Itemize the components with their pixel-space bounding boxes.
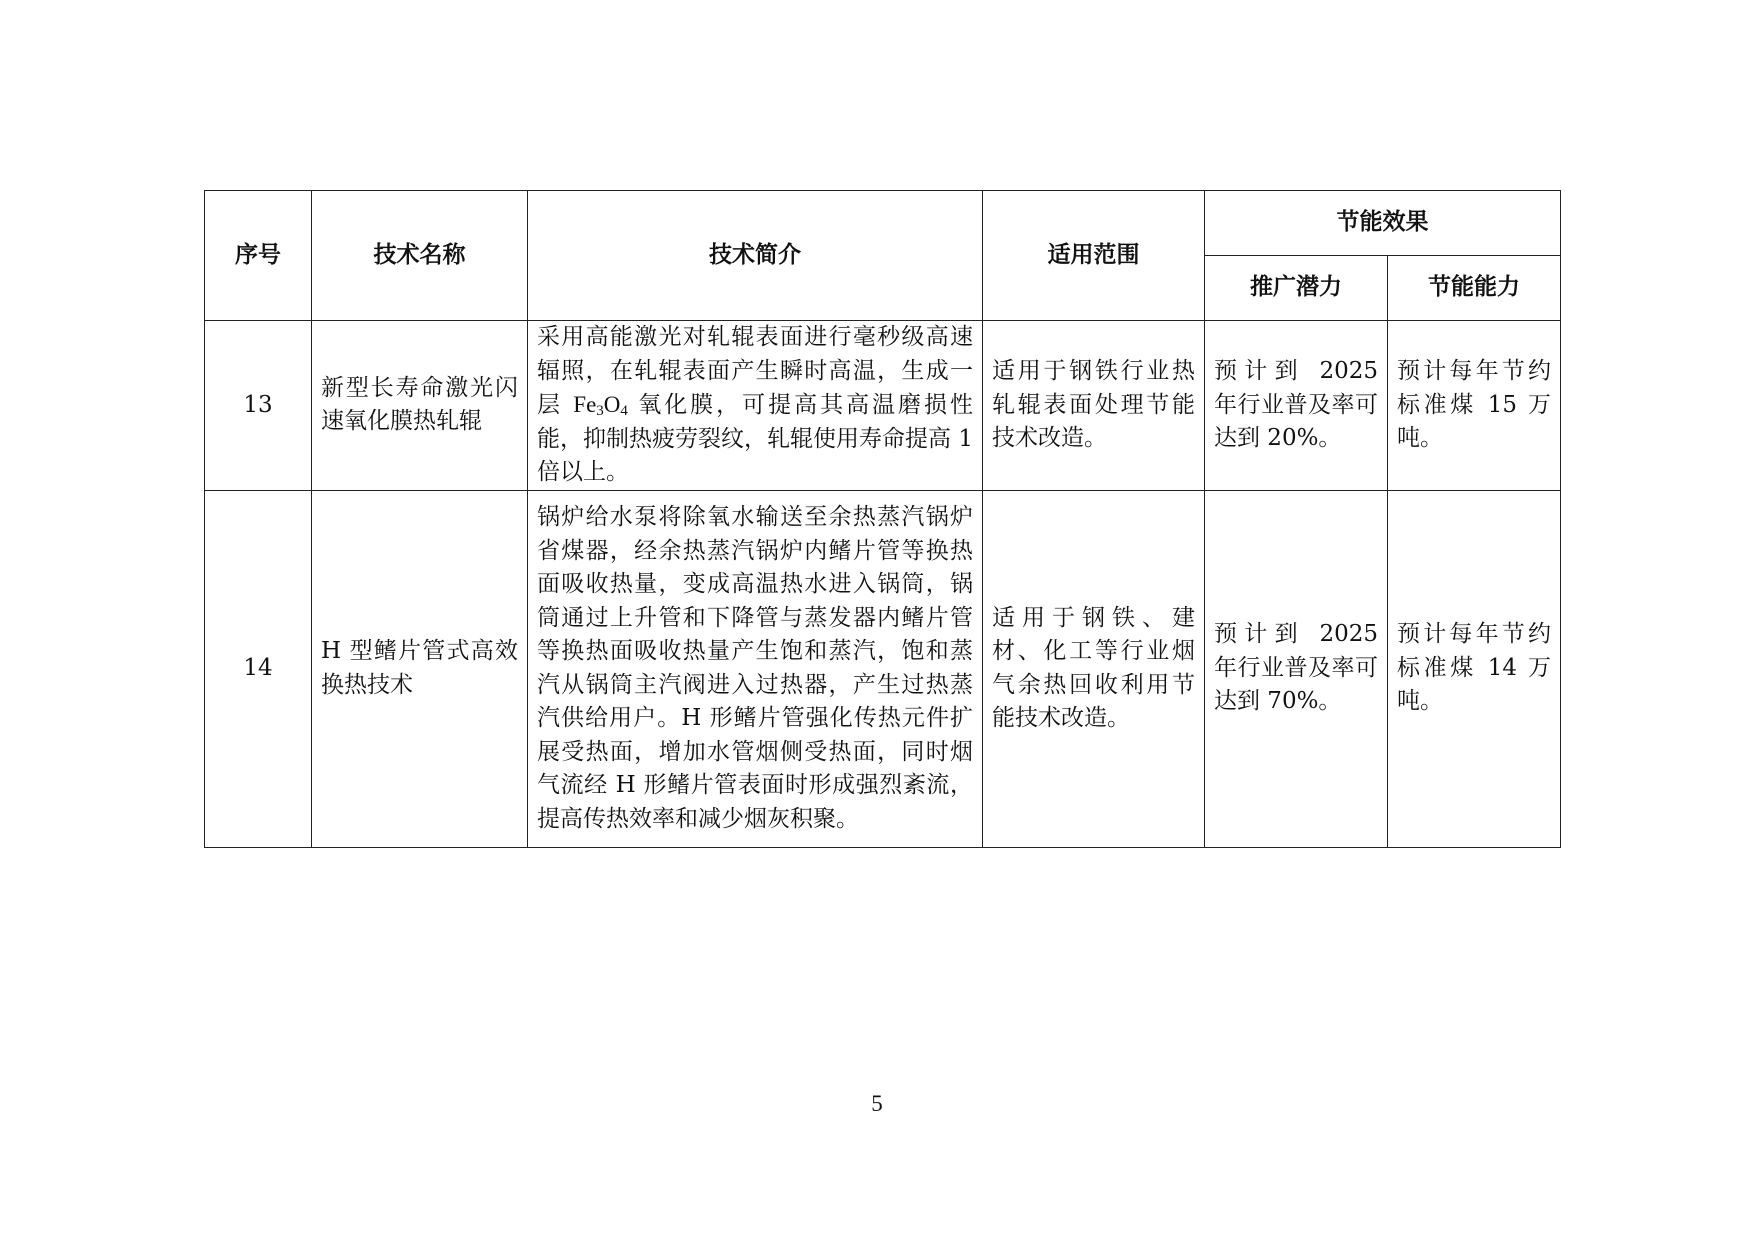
page-number: 5 bbox=[871, 1091, 883, 1116]
row-scope: 适用于钢铁、建材、化工等行业烟气余热回收利用节能技术改造。 bbox=[983, 490, 1205, 847]
row-tech-intro: 锅炉给水泵将除氧水输送至余热蒸汽锅炉省煤器，经余热蒸汽锅炉内鳍片管等换热面吸收热量，变成高温热水进入锅筒，锅筒通过上升管和下降管与蒸发器内鳍片管等换热面吸收热量产生饱和蒸汽，饱和蒸汽从锅筒主汽阀进入过热器，产生过热蒸汽供给用户。H 形鳍片管强化传热元件扩展受热面，增加水管烟侧受热面，同时烟气流经 H 形鳍片管表面时形成强烈紊流，提高传热效率和减少烟灰积聚。 bbox=[528, 490, 983, 847]
header-index: 序号 bbox=[205, 191, 312, 321]
header-effect: 节能效果 bbox=[1205, 191, 1561, 256]
header-name: 技术名称 bbox=[312, 191, 528, 321]
row-tech-intro bbox=[528, 321, 983, 491]
row-scope: 适用于钢铁行业热轧辊表面处理节能技术改造。 bbox=[983, 321, 1205, 491]
header-intro: 技术简介 bbox=[528, 191, 983, 321]
row-tech-name: H 型鳍片管式高效换热技术 bbox=[312, 490, 528, 847]
table-row bbox=[205, 490, 1561, 847]
chem-sub-3: 3 bbox=[596, 403, 604, 419]
chem-sub-4: 4 bbox=[620, 403, 628, 419]
table-row bbox=[205, 321, 1561, 491]
header-capacity: 节能能力 bbox=[1388, 256, 1561, 321]
header-scope: 适用范围 bbox=[983, 191, 1205, 321]
intro-text-part: 氧化膜，可提高其高温磨损性能，抑制热疲劳裂纹，轧辊使用寿命提高 1 倍以上。 bbox=[537, 392, 974, 485]
chem-fe: Fe bbox=[573, 392, 597, 417]
technology-table bbox=[204, 190, 1561, 848]
row-capacity: 预计每年节约标准煤 15 万吨。 bbox=[1388, 321, 1561, 491]
header-row bbox=[205, 191, 1561, 256]
intro-text-part: 采用高能激光对轧辊表面进行毫秒级高速辐照，在轧辊表面产生瞬时高温，生成一层 bbox=[537, 324, 973, 418]
row-index: 13 bbox=[205, 321, 312, 491]
row-tech-name: 新型长寿命激光闪速氧化膜热轧辊 bbox=[312, 321, 528, 491]
row-index: 14 bbox=[205, 490, 312, 847]
row-potential: 预计到 2025 年行业普及率可达到 70%。 bbox=[1205, 490, 1388, 847]
chem-o: O bbox=[603, 392, 621, 417]
row-potential: 预计到 2025 年行业普及率可达到 20%。 bbox=[1205, 321, 1388, 491]
header-potential: 推广潜力 bbox=[1205, 256, 1388, 321]
row-capacity: 预计每年节约标准煤 14 万吨。 bbox=[1388, 490, 1561, 847]
